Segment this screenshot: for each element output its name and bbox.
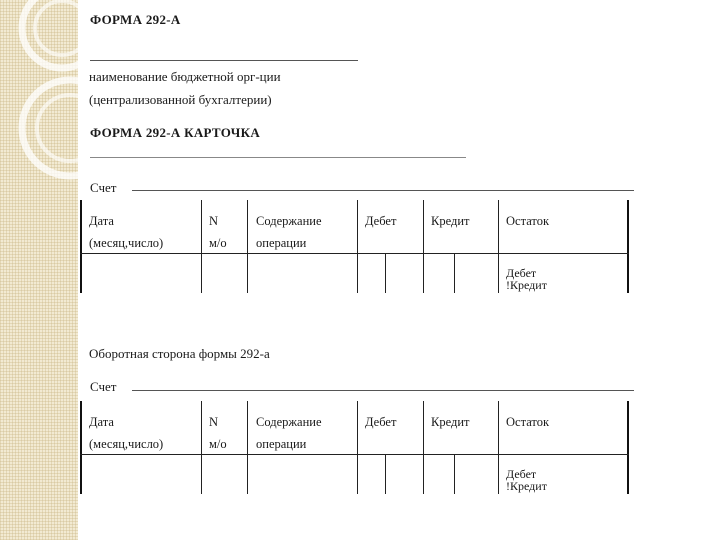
- balance-debit-label: Дебет: [506, 467, 537, 481]
- table-divider: [247, 401, 248, 494]
- table-subdivider: [385, 253, 386, 293]
- column-header-date-sub: (месяц,число): [89, 236, 164, 250]
- table-divider: [201, 401, 202, 494]
- column-header-content: Содержание: [256, 415, 322, 429]
- account-label: Счет: [90, 180, 117, 195]
- card-table-back: [80, 401, 629, 494]
- reverse-side-title: Оборотная сторона формы 292-а: [89, 346, 270, 361]
- table-divider: [201, 200, 202, 293]
- table-header-separator: [80, 454, 629, 455]
- table-subdivider: [454, 454, 455, 494]
- table-divider: [357, 200, 358, 293]
- org-name-caption-2: (централизованной бухгалтерии): [89, 92, 272, 107]
- org-name-underline: [90, 60, 358, 61]
- column-header-debit: Дебет: [365, 415, 397, 429]
- table-divider: [498, 401, 499, 494]
- table-border: [80, 401, 82, 494]
- column-header-number: N: [209, 415, 219, 429]
- column-header-date-sub: (месяц,число): [89, 437, 164, 451]
- column-header-debit: Дебет: [365, 214, 397, 228]
- table-divider: [357, 401, 358, 494]
- form-header: ФОРМА 292-А: [90, 12, 181, 27]
- column-header-date: Дата: [89, 214, 114, 228]
- account-label: Счет: [90, 379, 117, 394]
- table-divider: [247, 200, 248, 293]
- column-header-date: Дата: [89, 415, 114, 429]
- table-subdivider: [385, 454, 386, 494]
- table-border: [80, 200, 82, 293]
- balance-credit-label: !Кредит: [506, 278, 547, 292]
- table-divider: [498, 200, 499, 293]
- table-divider: [423, 200, 424, 293]
- column-header-number-sub: м/о: [209, 437, 227, 451]
- column-header-number-sub: м/о: [209, 236, 227, 250]
- table-border: [627, 200, 629, 293]
- column-header-balance: Остаток: [506, 214, 550, 228]
- table-header-separator: [80, 253, 629, 254]
- balance-credit-label: !Кредит: [506, 479, 547, 493]
- table-border: [627, 401, 629, 494]
- column-header-credit: Кредит: [431, 214, 470, 228]
- card-table-front: [80, 200, 629, 293]
- account-underline: [132, 390, 634, 391]
- table-divider: [423, 401, 424, 494]
- org-name-caption: наименование бюджетной орг-ции: [89, 69, 281, 84]
- table-subdivider: [454, 253, 455, 293]
- column-header-content-sub: операции: [256, 236, 307, 250]
- column-header-credit: Кредит: [431, 415, 470, 429]
- card-title: ФОРМА 292-А КАРТОЧКА: [90, 125, 261, 140]
- column-header-number: N: [209, 214, 219, 228]
- column-header-content-sub: операции: [256, 437, 307, 451]
- balance-debit-label: Дебет: [506, 266, 537, 280]
- column-header-balance: Остаток: [506, 415, 550, 429]
- title-underline: [90, 157, 466, 158]
- account-underline: [132, 190, 634, 191]
- column-header-content: Содержание: [256, 214, 322, 228]
